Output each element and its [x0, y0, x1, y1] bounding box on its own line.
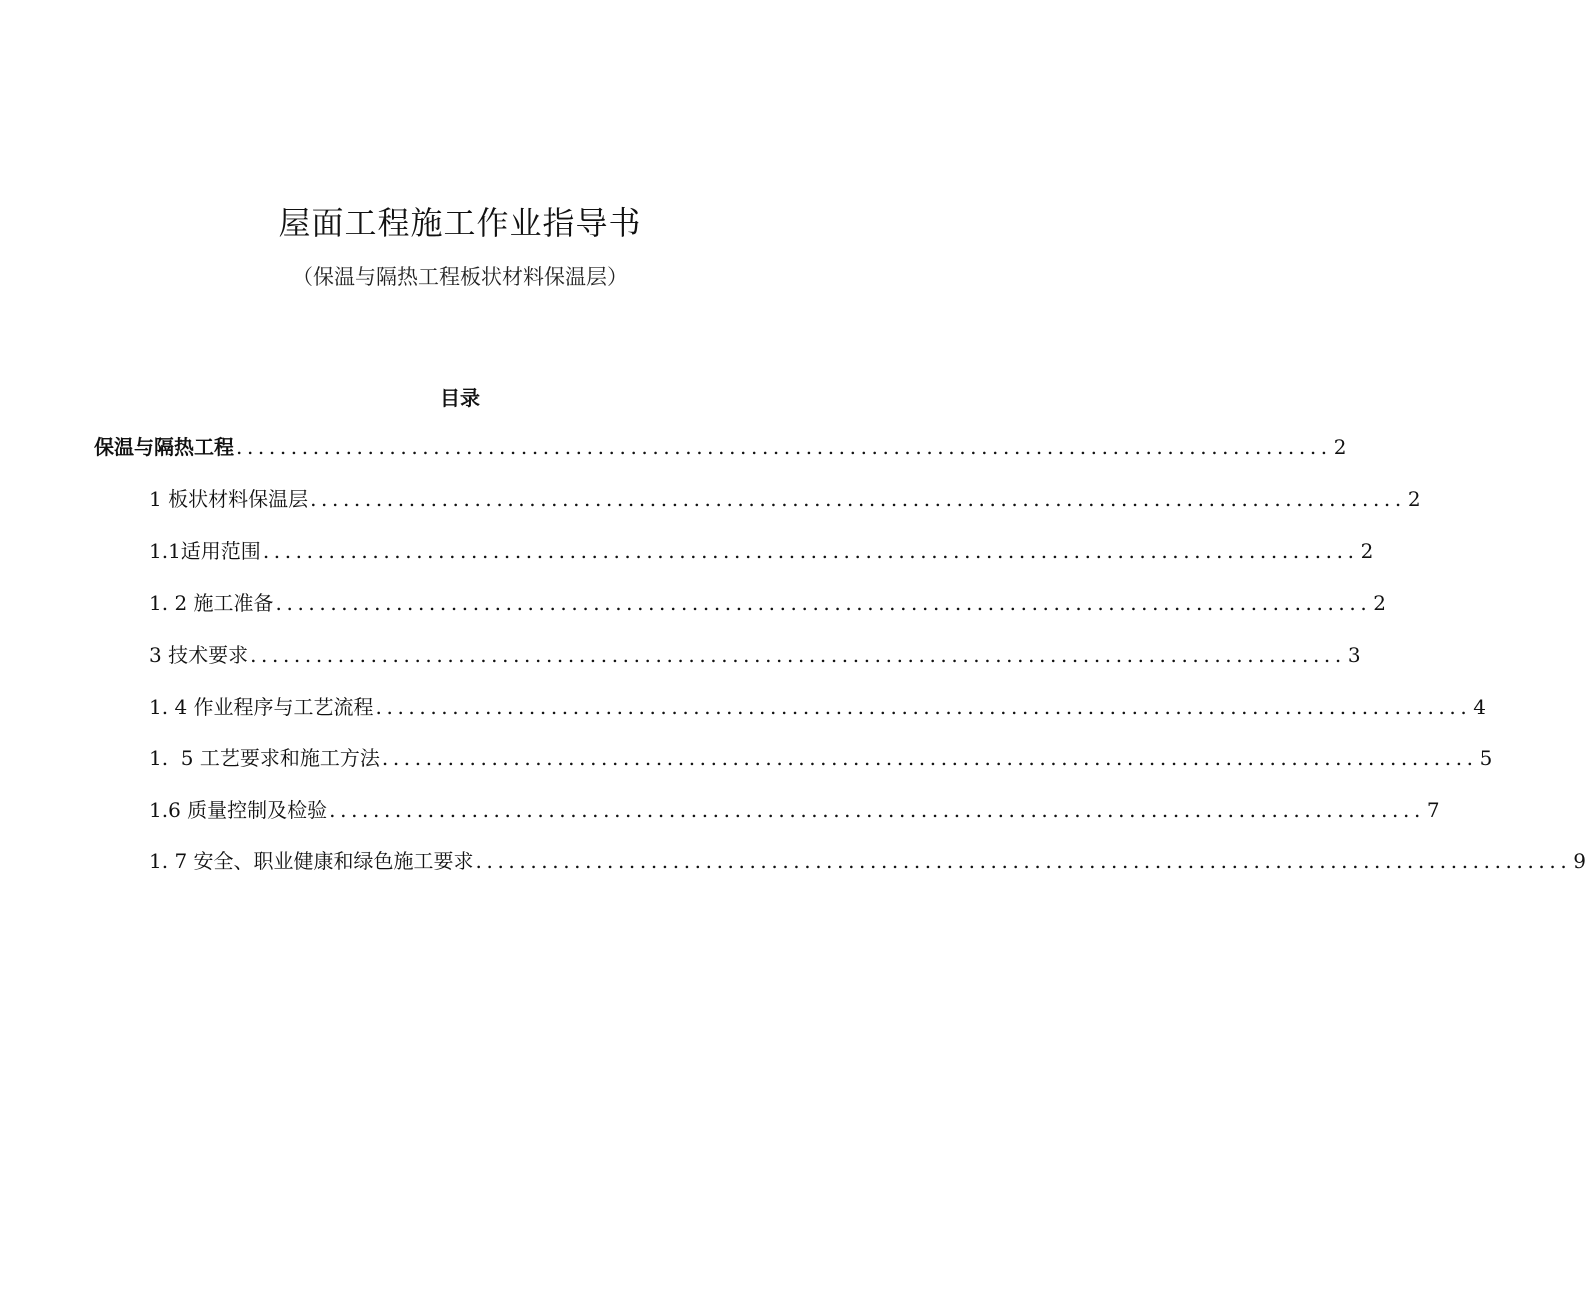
- toc-entry-board-insulation-layer[interactable]: [149, 486, 1421, 512]
- toc-page-number: 5: [1479, 746, 1493, 770]
- toc-dot-leader: ....................................................................................................: [236, 435, 1332, 459]
- toc-dot-leader: ....................................................................................................: [375, 695, 1472, 719]
- toc-dot-leader: ....................................................................................................: [262, 539, 1359, 563]
- toc-page-number: 2: [1407, 487, 1421, 511]
- toc-entry-quality-control[interactable]: [149, 797, 1440, 823]
- toc-dot-leader: ....................................................................................................: [275, 591, 1372, 615]
- toc-dot-leader: ....................................................................................................: [329, 798, 1425, 822]
- toc-entry-label: 1.6 质量控制及检验: [149, 798, 328, 822]
- toc-heading: 目录: [440, 386, 480, 410]
- toc-page-number: 2: [1333, 435, 1347, 459]
- toc-page-number: 2: [1373, 591, 1387, 615]
- toc-page-number: 7: [1426, 798, 1440, 822]
- toc-entry-label: 1 板状材料保温层: [149, 487, 309, 511]
- toc-entry-label: 3 技术要求: [149, 643, 249, 667]
- toc-dot-leader: ....................................................................................................: [310, 487, 1406, 511]
- toc-page-number: 3: [1347, 643, 1361, 667]
- toc-entry-label: 1. 4 作业程序与工艺流程: [149, 695, 374, 719]
- toc-entry-scope[interactable]: [149, 538, 1374, 564]
- toc-entry-insulation-engineering[interactable]: [94, 434, 1347, 460]
- toc-entry-label: 1. 5 工艺要求和施工方法: [149, 746, 380, 770]
- toc-entry-label: 1. 7 安全、职业健康和绿色施工要求: [149, 849, 474, 873]
- toc-entry-label: 保温与隔热工程: [94, 435, 234, 459]
- toc-page-number: 2: [1360, 539, 1374, 563]
- toc-dot-leader: ....................................................................................................: [250, 643, 1346, 667]
- toc-dot-leader: ....................................................................................................: [475, 849, 1572, 873]
- toc-dot-leader: ....................................................................................................: [381, 746, 1478, 770]
- toc-entry-construction-preparation[interactable]: [149, 590, 1387, 616]
- toc-page-number: 4: [1473, 695, 1487, 719]
- toc-page-number: 9: [1573, 849, 1586, 873]
- toc-entry-process-methods[interactable]: [149, 745, 1493, 771]
- document-title: 屋面工程施工作业指导书: [278, 204, 642, 242]
- toc-entry-label: 1.1适用范围: [149, 539, 261, 563]
- toc-entry-work-procedure[interactable]: [149, 694, 1487, 720]
- toc-entry-technical-requirements[interactable]: [149, 642, 1361, 668]
- toc-entry-safety-health-green[interactable]: [149, 848, 1586, 874]
- toc-entry-label: 1. 2 施工准备: [149, 591, 274, 615]
- document-subtitle: （保温与隔热工程板状材料保温层）: [292, 265, 628, 289]
